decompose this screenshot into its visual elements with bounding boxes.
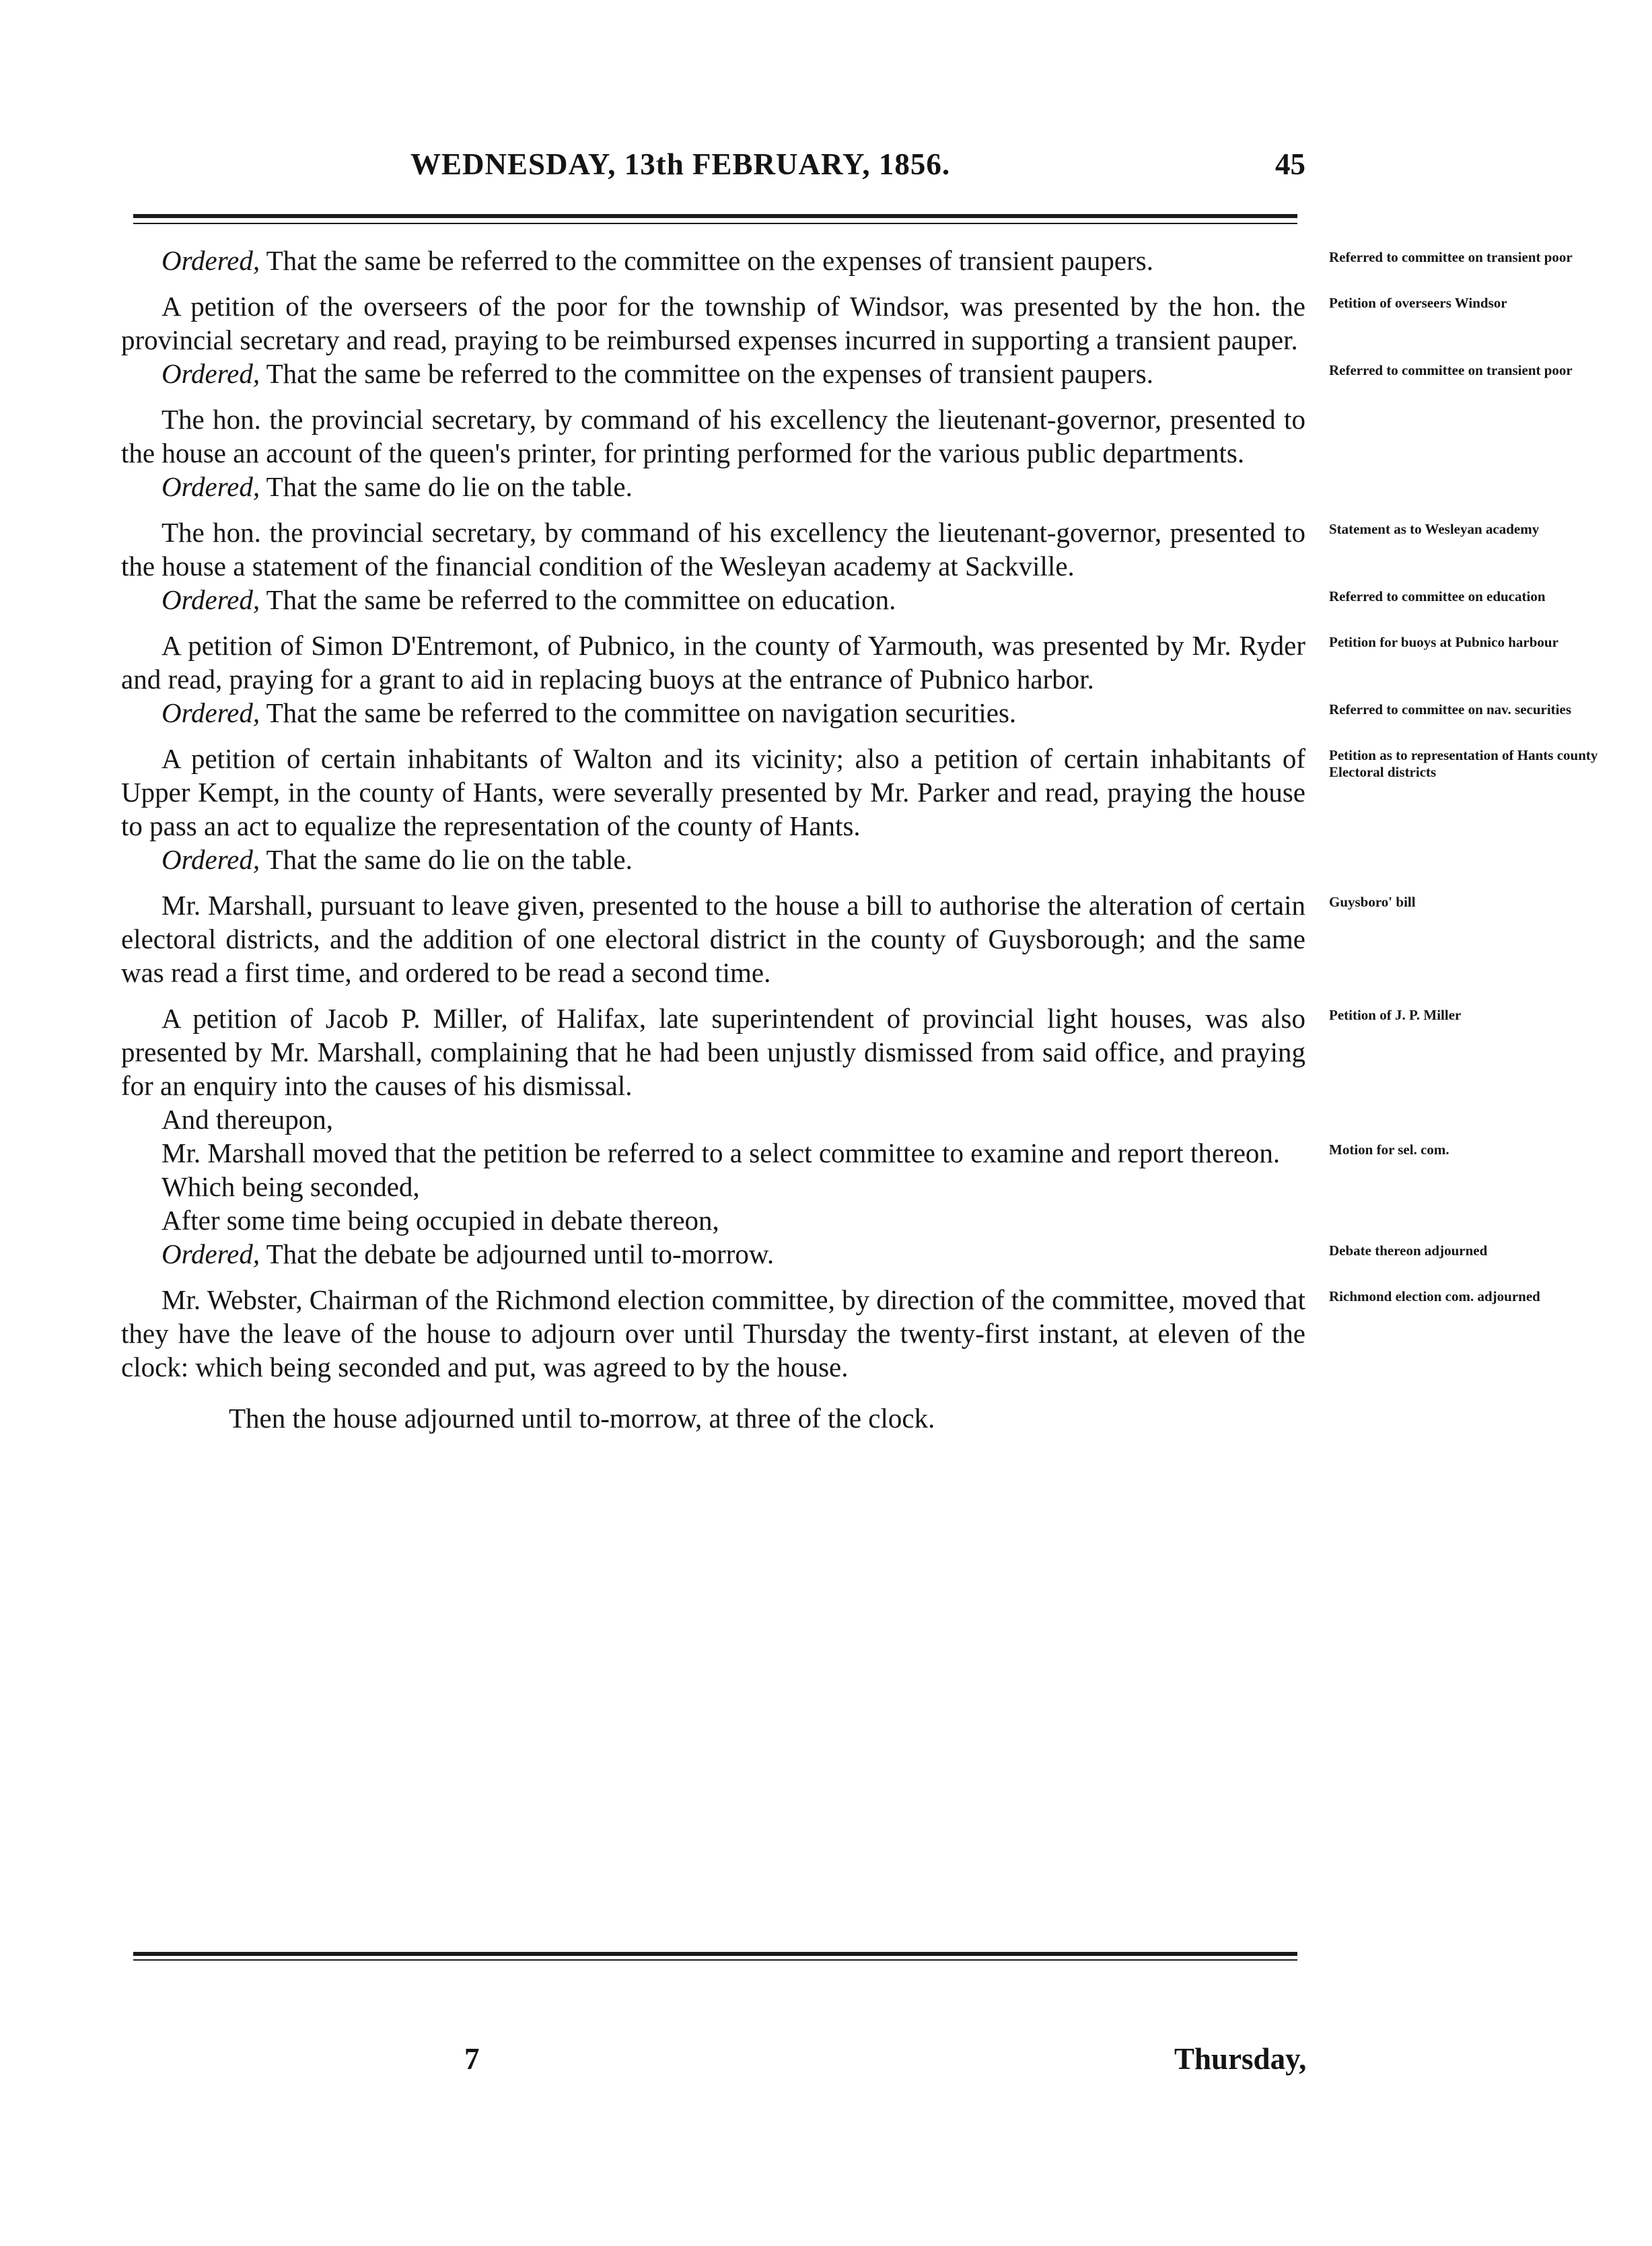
running-title: WEDNESDAY, 13th FEBRUARY, 1856.: [410, 147, 951, 181]
paragraph: [121, 1002, 1462, 1102]
paragraph-text: After some time being occupied in debate thereon,: [161, 1205, 719, 1236]
margin-note: Referred to committee on education: [1329, 588, 1546, 604]
paragraph-text: And thereupon,: [161, 1104, 334, 1135]
paragraph-lead: Ordered,: [161, 245, 260, 276]
paragraph: [121, 1283, 1540, 1384]
paragraph-lead: Ordered,: [161, 697, 260, 728]
paragraph: [121, 1136, 1449, 1170]
paragraph-text: That the same do lie on the table.: [260, 844, 633, 875]
paragraph: [121, 470, 1305, 503]
paragraph-text: That the debate be adjourned until to-morrow.: [260, 1238, 775, 1269]
paragraph-lead: Ordered,: [161, 584, 260, 615]
paragraph: [121, 402, 1305, 470]
paragraph-text: A petition of the overseers of the poor for the township of Windsor, was presented by the hon. the provincial secretary and read, praying to be reimbursed expenses incurred in supporting a transient pauper.: [121, 291, 1305, 355]
page-number: 45: [1275, 147, 1305, 181]
paragraph-text: That the same be referred to the committee on the expenses of transient paupers.: [260, 358, 1153, 389]
paragraph: [121, 583, 1546, 617]
paragraph: [121, 843, 1305, 876]
paragraph: [121, 742, 1598, 843]
paragraph-lead: Ordered,: [161, 844, 260, 875]
margin-note: Guysboro' bill: [1329, 894, 1416, 910]
paragraph-lead: Ordered,: [161, 358, 260, 389]
paragraph-lead: Ordered,: [161, 1238, 260, 1269]
margin-note: Referred to committee on nav. securities: [1329, 701, 1571, 717]
footer-rule: [133, 1952, 1297, 1961]
paragraph: [121, 244, 1573, 277]
margin-note: Richmond election com. adjourned: [1329, 1288, 1540, 1304]
paragraph: [121, 289, 1507, 357]
paragraph-text: That the same be referred to the committee on navigation securities.: [260, 697, 1017, 728]
margin-note: Debate thereon adjourned: [1329, 1242, 1488, 1259]
margin-note: Petition of J. P. Miller: [1329, 1007, 1462, 1023]
paragraph: [121, 629, 1558, 696]
margin-note: Referred to committee on transient poor: [1329, 249, 1573, 265]
margin-note: Statement as to Wesleyan academy: [1329, 521, 1540, 537]
paragraph-text: That the same do lie on the table.: [260, 471, 633, 502]
catchword: Thursday,: [1174, 2042, 1307, 2076]
paragraph-text: A petition of Simon D'Entremont, of Pubnico, in the county of Yarmouth, was presented by Mr. Ryder and read, praying for a grant to aid in replacing buoys at the entrance of Pubnico harbor.: [121, 630, 1305, 695]
paragraph: [121, 1401, 1305, 1435]
paragraph-text: Which being seconded,: [161, 1171, 420, 1202]
paragraph: [121, 1102, 1305, 1136]
paragraph-text: The hon. the provincial secretary, by command of his excellency the lieutenant-governor, presented to the house a statement of the financial condition of the Wesleyan academy at Sackville.: [121, 517, 1305, 582]
paragraph-text: A petition of certain inhabitants of Walton and its vicinity; also a petition of certain inhabitants of Upper Kempt, in the county of Hants, were severally presented by Mr. Parker and read, praying the house to pass an act to equalize the representation of the county of Hants.: [121, 743, 1305, 841]
journal-body: [121, 244, 1598, 1447]
paragraph: [121, 1237, 1488, 1271]
paragraph-text: Mr. Webster, Chairman of the Richmond election committee, by direction of the committee, moved that they have the leave of the house to adjourn over until Thursday the twenty-first instant, at eleven of the clock: which being seconded and put, was agreed to by the house.: [121, 1284, 1305, 1382]
paragraph-text: Mr. Marshall moved that the petition be referred to a select committee to examine and report thereon.: [161, 1137, 1281, 1168]
paragraph-text: That the same be referred to the committee on the expenses of transient paupers.: [260, 245, 1153, 276]
signature-mark: 7: [464, 2042, 480, 2076]
paragraph-text: That the same be referred to the committee on education.: [260, 584, 896, 615]
paragraph: [121, 696, 1571, 730]
paragraph: [121, 357, 1573, 390]
paragraph: [121, 1203, 1305, 1237]
paragraph-text: The hon. the provincial secretary, by command of his excellency the lieutenant-governor, presented to the house an account of the queen's printer, for printing performed for the various public departments.: [121, 404, 1305, 468]
margin-note: Petition of overseers Windsor: [1329, 295, 1507, 311]
paragraph: [121, 516, 1540, 583]
page-header: [410, 147, 1305, 194]
header-rule: [133, 214, 1297, 224]
paragraph-text: Then the house adjourned until to-morrow, at three of the clock.: [229, 1403, 935, 1434]
paragraph: [121, 1170, 1305, 1203]
paragraph-text: Mr. Marshall, pursuant to leave given, presented to the house a bill to authorise the alteration of certain electoral districts, and the addition of one electoral district in the county of Guysborough; and the same was read a first time, and ordered to be read a second time.: [121, 890, 1305, 988]
margin-note: Petition for buoys at Pubnico harbour: [1329, 634, 1558, 650]
paragraph-text: A petition of Jacob P. Miller, of Halifax, late superintendent of provincial light houses, was also presented by Mr. Marshall, complaining that he had been unjustly dismissed from said office, and praying for an enquiry into the causes of his dismissal.: [121, 1003, 1305, 1101]
margin-note: Petition as to representation of Hants county Electoral districts: [1329, 747, 1598, 780]
paragraph-lead: Ordered,: [161, 471, 260, 502]
margin-note: Referred to committee on transient poor: [1329, 362, 1573, 378]
paragraph: [121, 888, 1416, 989]
margin-note: Motion for sel. com.: [1329, 1142, 1449, 1158]
